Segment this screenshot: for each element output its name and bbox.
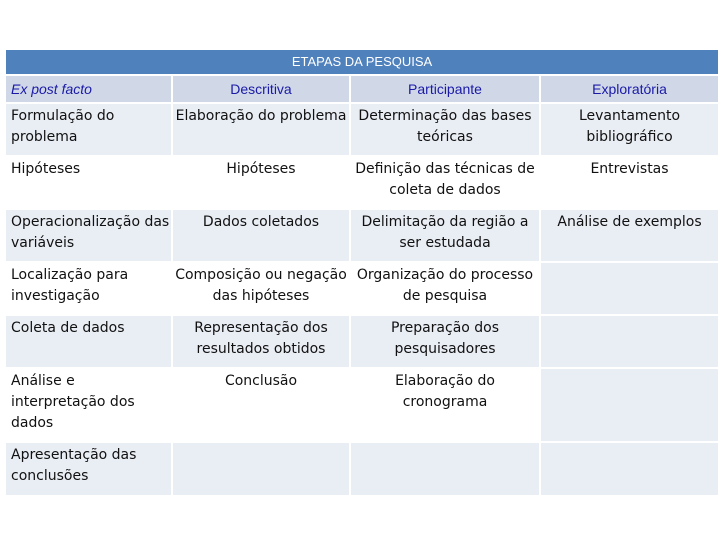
table-title-row bbox=[5, 50, 719, 75]
table-row bbox=[5, 103, 719, 156]
table-cell-empty bbox=[540, 368, 719, 442]
header-ex-post-facto: Ex post facto bbox=[5, 75, 172, 103]
table-cell: Operacionalização das variáveis bbox=[5, 209, 172, 262]
table-cell-empty bbox=[172, 442, 350, 496]
table-row bbox=[5, 442, 719, 496]
table-cell: Composição ou negação das hipóteses bbox=[172, 262, 350, 315]
header-descritiva: Descritiva bbox=[172, 75, 350, 103]
table-cell: Dados coletados bbox=[172, 209, 350, 262]
table-cell-empty bbox=[350, 442, 540, 496]
table-cell: Formulação do problema bbox=[5, 103, 172, 156]
table-cell-empty bbox=[540, 262, 719, 315]
table-cell: Apresentação das conclusões bbox=[5, 442, 172, 496]
table-cell: Análise de exemplos bbox=[540, 209, 719, 262]
table-cell: Hipóteses bbox=[5, 156, 172, 209]
table-row bbox=[5, 368, 719, 442]
table-cell-empty bbox=[540, 442, 719, 496]
table-cell: Organização do processo de pesquisa bbox=[350, 262, 540, 315]
table-cell: Conclusão bbox=[172, 368, 350, 442]
header-participante: Participante bbox=[350, 75, 540, 103]
table-cell: Localização para investigação bbox=[5, 262, 172, 315]
table-cell: Coleta de dados bbox=[5, 315, 172, 368]
table-cell: Levantamento bibliográfico bbox=[540, 103, 719, 156]
table-title: ETAPAS DA PESQUISA bbox=[5, 50, 719, 75]
table-cell: Elaboração do problema bbox=[172, 103, 350, 156]
table-row bbox=[5, 156, 719, 209]
table-row bbox=[5, 209, 719, 262]
table-cell-empty bbox=[540, 315, 719, 368]
table-row bbox=[5, 262, 719, 315]
table-cell: Representação dos resultados obtidos bbox=[172, 315, 350, 368]
table-cell: Determinação das bases teóricas bbox=[350, 103, 540, 156]
table-cell: Entrevistas bbox=[540, 156, 719, 209]
research-stages-table bbox=[4, 50, 720, 497]
research-stages-table-container bbox=[4, 50, 718, 497]
table-cell: Definição das técnicas de coleta de dados bbox=[350, 156, 540, 209]
table-cell: Elaboração do cronograma bbox=[350, 368, 540, 442]
table-cell: Hipóteses bbox=[172, 156, 350, 209]
table-cell: Preparação dos pesquisadores bbox=[350, 315, 540, 368]
header-exploratoria: Exploratória bbox=[540, 75, 719, 103]
table-row bbox=[5, 315, 719, 368]
table-cell: Delimitação da região a ser estudada bbox=[350, 209, 540, 262]
table-cell: Análise e interpretação dos dados bbox=[5, 368, 172, 442]
table-header-row bbox=[5, 75, 719, 103]
